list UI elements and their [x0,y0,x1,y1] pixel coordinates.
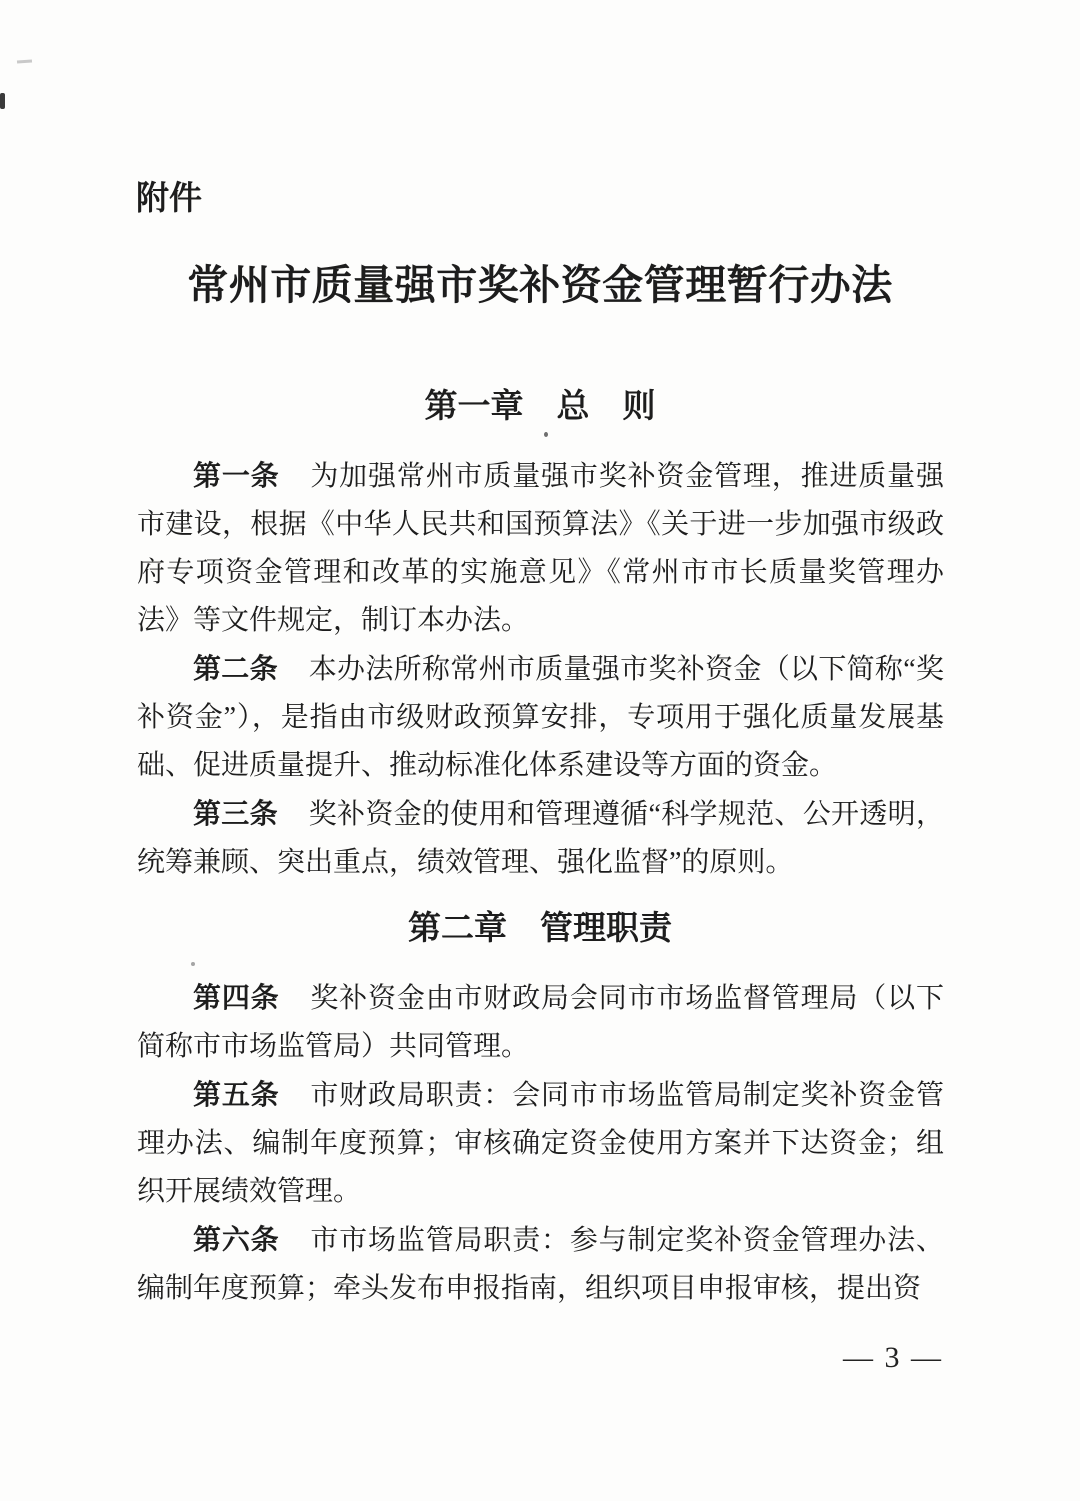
scan-speck [191,962,195,966]
article-5-text: 市财政局职责：会同市市场监管局制定奖补资金管理办法、编制年度预算；审核确定资金使用方案并下达资金；组织开展绩效管理。 [137,1080,944,1207]
page-number: — 3 — [843,1341,943,1374]
article-6-text: 市市场监管局职责：参与制定奖补资金管理办法、编制年度预算；牵头发布申报指南，组织项目申报审核，提出资 [137,1225,944,1304]
article-4-label: 第四条 [193,982,280,1013]
article-2-text: 本办法所称常州市质量强市奖补资金（以下简称“奖补资金”），是指由市级财政预算安排，专项用于强化质量发展基础、促进质量提升、推动标准化体系建设等方面的资金。 [137,654,944,781]
article-4-text: 奖补资金由市财政局会同市市场监督管理局（以下简称市市场监管局）共同管理。 [137,983,944,1062]
article-3-text: 奖补资金的使用和管理遵循“科学规范、公开透明，统筹兼顾、突出重点，绩效管理、强化监督”的原则。 [137,799,944,878]
article-1 [137,452,944,645]
article-1-text: 为加强常州市质量强市奖补资金管理，推进质量强市建设，根据《中华人民共和国预算法》《关于进一步加强市级政府专项资金管理和改革的实施意见》《常州市市长质量奖管理办法》等文件规定，制订本办法。 [137,461,944,636]
article-4 [137,974,944,1071]
article-6 [137,1216,944,1313]
chapter-2-body [137,974,944,1313]
article-1-label: 第一条 [193,460,280,491]
chapter-1-body [137,452,944,887]
article-2 [137,645,944,790]
article-6-label: 第六条 [193,1224,280,1255]
article-2-label: 第二条 [193,653,278,684]
chapter-2-heading: 第二章 管理职责 [408,909,672,946]
article-3-label: 第三条 [193,798,278,829]
chapter-1-heading: 第一章 总 则 [424,387,656,424]
attachment-label: 附件 [136,179,202,216]
article-3 [137,790,944,887]
scan-faint-mark [17,59,32,63]
scan-speck [544,432,548,437]
scan-edge-mark [0,93,5,109]
article-5-label: 第五条 [193,1079,280,1110]
document-title: 常州市质量强市奖补资金管理暂行办法 [187,262,893,308]
article-5 [137,1071,944,1216]
